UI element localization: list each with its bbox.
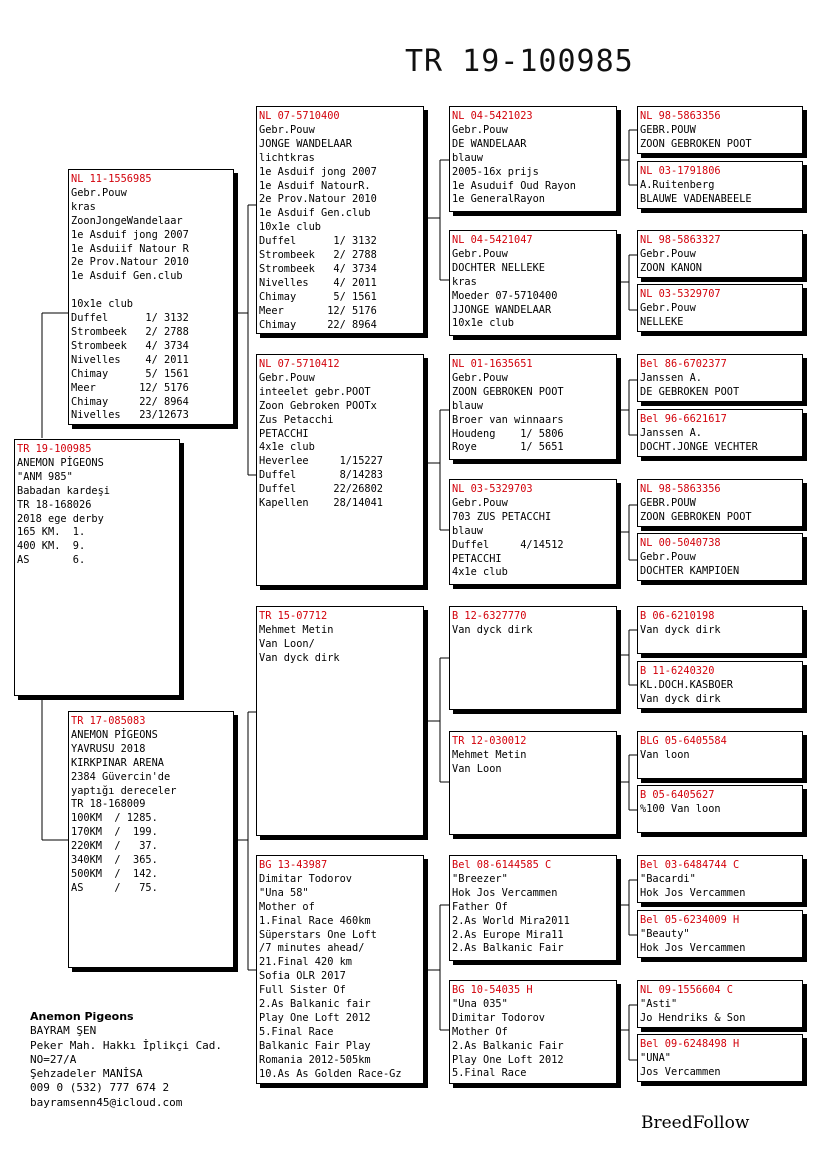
card-line: 4x1e club	[452, 566, 508, 579]
great-grandparent-card[interactable]	[637, 910, 803, 958]
ring-number: TR 17-085083	[71, 715, 146, 727]
dsd-card[interactable]	[449, 731, 617, 835]
card-line: Dimitar Todorov	[259, 872, 352, 885]
great-grandparent-card[interactable]	[637, 479, 803, 527]
card-line: 5.Final Race	[259, 1025, 334, 1038]
card-line: 2e Prov.Natour 2010	[259, 193, 377, 206]
owner-address: Peker Mah. Hakkı İplikçi Cad.	[30, 1038, 223, 1052]
great-grandparent-card[interactable]	[637, 409, 803, 457]
card-line: 1e Asuduif Oud Rayon	[452, 179, 576, 192]
card-line: Meer 12/ 5176	[259, 304, 377, 317]
card-line: Duffel 1/ 3132	[71, 312, 189, 325]
card-line: Van dyck dirk	[259, 651, 340, 664]
card-line: 1.Final Race 460km	[259, 914, 371, 927]
ring-number: BLG 05-6405584	[640, 735, 727, 747]
card-line: Hok Jos Vercammen	[640, 941, 746, 954]
pedigree-title: TR 19-100985	[405, 44, 634, 79]
ring-number: TR 19-100985	[17, 443, 92, 455]
card-line: GEBR.POUW	[640, 496, 696, 509]
card-line: Janssen A.	[640, 371, 702, 384]
card-line: 2018 ege derby	[17, 512, 104, 525]
card-line: yaptığı dereceler	[71, 784, 177, 797]
ring-number: B 12-6327770	[452, 610, 527, 622]
card-line: GEBR.POUW	[640, 123, 696, 136]
great-grandparent-card[interactable]	[637, 785, 803, 833]
card-line: 1e GeneralRayon	[452, 193, 545, 206]
card-line: 1e Asduif jong 2007	[259, 165, 377, 178]
dam-sire-card[interactable]	[256, 606, 424, 836]
sire-dam-card[interactable]	[256, 354, 424, 586]
ring-number: BG 13-43987	[259, 859, 328, 871]
card-line: TR 18-168009	[71, 798, 146, 811]
card-line: Duffel 8/14283	[259, 469, 383, 482]
card-line: 400 KM. 9.	[17, 540, 86, 553]
card-line: 2.As Balkanic fair	[259, 998, 371, 1011]
card-line: 10.As As Golden Race-Gz	[259, 1067, 402, 1080]
ring-number: NL 04-5421047	[452, 234, 533, 246]
card-line: inteelet gebr.POOT	[259, 385, 371, 398]
card-line: "Bacardi"	[640, 872, 696, 885]
owner-address: NO=27/A	[30, 1052, 77, 1066]
card-line: TR 18-168026	[17, 498, 92, 511]
card-line: Dimitar Todorov	[452, 1011, 545, 1024]
card-line: Janssen A.	[640, 426, 702, 439]
card-line: A.Ruitenberg	[640, 178, 715, 191]
card-line: Nivelles 4/ 2011	[71, 353, 189, 366]
card-line: 220KM / 37.	[71, 840, 158, 853]
great-grandparent-card[interactable]	[637, 731, 803, 779]
owner-line: BAYRAM ŞEN	[30, 1024, 97, 1038]
sire-sire-card[interactable]	[256, 106, 424, 334]
card-line: Gebr.Pouw	[640, 550, 696, 563]
card-line: Van dyck dirk	[640, 623, 721, 636]
card-line: "ANM 985"	[17, 470, 73, 483]
card-line: Kapellen 28/14041	[259, 497, 383, 510]
card-line: 2384 Güvercin'de	[71, 770, 171, 783]
card-line: 2.As Balkanic Fair	[452, 942, 564, 955]
ring-number: NL 04-5421023	[452, 110, 533, 122]
ring-number: NL 00-5040738	[640, 537, 721, 549]
card-line: ANEMON PİGEONS	[71, 728, 158, 741]
card-line: Chimay 22/ 8964	[259, 318, 377, 331]
great-grandparent-card[interactable]	[637, 661, 803, 709]
great-grandparent-card[interactable]	[637, 284, 803, 332]
ring-number: NL 98-5863327	[640, 234, 721, 246]
card-line: Mehmet Metin	[259, 623, 334, 636]
ddd-card[interactable]	[449, 980, 617, 1084]
card-line: ZOON GEBROKEN POOT	[640, 137, 752, 150]
card-line: Houdeng 1/ 5806	[452, 427, 564, 440]
card-line: 2.As World Mira2011	[452, 914, 570, 927]
card-line: Van dyck dirk	[452, 623, 533, 636]
great-grandparent-card[interactable]	[637, 161, 803, 209]
owner-email[interactable]: bayramsenn45@icloud.com	[30, 1095, 183, 1109]
card-line: Babadan kardeşi	[17, 484, 110, 497]
card-line: Süperstars One Loft	[259, 928, 377, 941]
card-line: DOCHTER KAMPIOEN	[640, 564, 740, 577]
owner-phone: 009 0 (532) 777 674 2	[30, 1081, 170, 1095]
card-line: JJONGE WANDELAAR	[452, 303, 552, 316]
card-line: 2005-16x prijs	[452, 165, 539, 178]
card-line: Meer 12/ 5176	[71, 381, 189, 394]
card-line: Strombeek 2/ 2788	[71, 325, 189, 338]
card-line: Van loon	[640, 748, 690, 761]
ring-number: Bel 08-6144585 C	[452, 859, 552, 871]
great-grandparent-card[interactable]	[637, 606, 803, 654]
card-line: NELLEKE	[640, 315, 684, 328]
ring-number: B 06-6210198	[640, 610, 715, 622]
card-line: "UNA"	[640, 1051, 671, 1064]
card-line: Jo Hendriks & Son	[640, 1011, 746, 1024]
card-line: ZOON GEBROKEN POOT	[640, 510, 752, 523]
card-line: 100KM / 1285.	[71, 812, 158, 825]
owner-name: Anemon Pigeons	[30, 1010, 134, 1023]
card-line: "Beauty"	[640, 927, 690, 940]
ring-number: Bel 09-6248498 H	[640, 1038, 740, 1050]
owner-info	[30, 1010, 222, 1110]
card-line: 10x1e club	[71, 298, 133, 311]
ring-number: NL 98-5863356	[640, 483, 721, 495]
card-line: 1e Asduif NatourR.	[259, 179, 371, 192]
card-line: Broer van winnaars	[452, 413, 564, 426]
card-line: 170KM / 199.	[71, 826, 158, 839]
owner-address: Şehzadeler MANİSA	[30, 1067, 143, 1081]
card-line: blauw	[452, 524, 483, 537]
ring-number: BG 10-54035 H	[452, 984, 533, 996]
card-line: 165 KM. 1.	[17, 526, 86, 539]
card-line: AS 6.	[17, 554, 86, 567]
card-line: DE WANDELAAR	[452, 137, 527, 150]
ring-number: NL 09-1556604 C	[640, 984, 733, 996]
card-line: kras	[71, 200, 96, 213]
ring-number: NL 03-5329703	[452, 483, 533, 495]
card-line: Zus Petacchi	[259, 413, 334, 426]
card-line: Van dyck dirk	[640, 692, 721, 705]
card-line: Balkanic Fair Play	[259, 1039, 371, 1052]
card-line: 2.As Europe Mira11	[452, 928, 564, 941]
card-line: Father Of	[452, 900, 508, 913]
ring-number: B 05-6405627	[640, 789, 715, 801]
dds-card[interactable]	[449, 855, 617, 961]
card-line: 10x1e club	[259, 221, 321, 234]
card-line: 1e Asduiif Natour R	[71, 242, 189, 255]
card-line: Gebr.Pouw	[452, 371, 508, 384]
card-line: Nivelles 23/12673	[71, 409, 189, 422]
card-line: lichtkras	[259, 151, 315, 164]
card-line: Duffel 1/ 3132	[259, 235, 377, 248]
great-grandparent-card[interactable]	[637, 855, 803, 903]
card-line: KL.DOCH.KASBOER	[640, 678, 733, 691]
card-line: YAVRUSU 2018	[71, 742, 146, 755]
card-line: Hok Jos Vercammen	[452, 886, 558, 899]
card-line: Gebr.Pouw	[452, 247, 508, 260]
ssd-card[interactable]	[449, 230, 617, 336]
card-line: "Asti"	[640, 997, 678, 1010]
card-line: Chimay 5/ 1561	[259, 290, 377, 303]
ring-number: B 11-6240320	[640, 665, 715, 677]
card-line: Strombeek 4/ 3734	[71, 339, 189, 352]
card-line: BLAUWE VADENABEELE	[640, 192, 752, 205]
sire-card[interactable]	[68, 169, 234, 425]
card-line: 340KM / 365.	[71, 854, 158, 867]
card-line: 5.Final Race	[452, 1067, 527, 1080]
ring-number: TR 12-030012	[452, 735, 527, 747]
sss-card[interactable]	[449, 106, 617, 212]
card-line: KIRKPINAR ARENA	[71, 756, 164, 769]
card-line: AS / 75.	[71, 881, 158, 894]
card-line: Gebr.Pouw	[259, 371, 315, 384]
card-line: Mother Of	[452, 1025, 508, 1038]
card-line: 2e Prov.Natour 2010	[71, 256, 189, 269]
great-grandparent-card[interactable]	[637, 106, 803, 154]
great-grandparent-card[interactable]	[637, 980, 803, 1028]
card-line: Gebr.Pouw	[259, 123, 315, 136]
card-line: 1e Asduif jong 2007	[71, 228, 189, 241]
card-line: 21.Final 420 km	[259, 956, 352, 969]
ring-number: NL 11-1556985	[71, 173, 152, 185]
card-line: Roye 1/ 5651	[452, 441, 564, 454]
card-line: Duffel 4/14512	[452, 538, 564, 551]
card-line: Nivelles 4/ 2011	[259, 276, 377, 289]
card-line: 4x1e club	[259, 441, 315, 454]
card-line: 10x1e club	[452, 317, 514, 330]
card-line: Gebr.Pouw	[640, 247, 696, 260]
card-line: %100 Van loon	[640, 802, 721, 815]
dam-dam-card[interactable]	[256, 855, 424, 1084]
dss-card[interactable]	[449, 606, 617, 710]
card-line: Play One Loft 2012	[259, 1011, 371, 1024]
card-line: Gebr.Pouw	[452, 123, 508, 136]
ring-number: NL 07-5710400	[259, 110, 340, 122]
card-line: "Una 035"	[452, 997, 508, 1010]
ring-number: Bel 03-6484744 C	[640, 859, 740, 871]
card-line: PETACCHI	[452, 552, 502, 565]
card-line: Gebr.Pouw	[71, 186, 127, 199]
card-line: Strombeek 4/ 3734	[259, 262, 377, 275]
card-line: Chimay 5/ 1561	[71, 367, 189, 380]
card-line: PETACCHI	[259, 427, 309, 440]
card-line: blauw	[452, 151, 483, 164]
card-line: Gebr.Pouw	[640, 301, 696, 314]
ring-number: Bel 96-6621617	[640, 413, 727, 425]
card-line: Chimay 22/ 8964	[71, 395, 189, 408]
card-line: ZOON KANON	[640, 261, 702, 274]
great-grandparent-card[interactable]	[637, 533, 803, 581]
card-line: ANEMON PİGEONS	[17, 456, 104, 469]
card-line: kras	[452, 275, 477, 288]
dam-card[interactable]	[68, 711, 234, 968]
card-line: Heverlee 1/15227	[259, 455, 383, 468]
ring-number: NL 01-1635651	[452, 358, 533, 370]
card-line: Hok Jos Vercammen	[640, 886, 746, 899]
card-line: Van Loon	[452, 762, 502, 775]
card-line: Zoon Gebroken POOTx	[259, 399, 377, 412]
ring-number: Bel 05-6234009 H	[640, 914, 740, 926]
card-line: 1e Asduif Gen.club	[71, 270, 183, 283]
card-line: ZoonJongeWandelaar	[71, 214, 183, 227]
card-line: Mother of	[259, 900, 315, 913]
card-line: ZOON GEBROKEN POOT	[452, 385, 564, 398]
card-line: "Una 58"	[259, 886, 309, 899]
great-grandparent-card[interactable]	[637, 1034, 803, 1082]
subject-bird-card[interactable]	[14, 439, 180, 696]
card-line: DOCHTER NELLEKE	[452, 261, 545, 274]
card-line: Play One Loft 2012	[452, 1053, 564, 1066]
card-line: Jos Vercammen	[640, 1065, 721, 1078]
card-line: Mehmet Metin	[452, 748, 527, 761]
great-grandparent-card[interactable]	[637, 230, 803, 278]
card-line: Strombeek 2/ 2788	[259, 249, 377, 262]
card-line: DOCHT.JONGE VECHTER	[640, 440, 758, 453]
sdd-card[interactable]	[449, 479, 617, 585]
card-line: Van Loon/	[259, 637, 315, 650]
card-line: 500KM / 142.	[71, 867, 158, 880]
ring-number: Bel 86-6702377	[640, 358, 727, 370]
card-line: Full Sister Of	[259, 984, 346, 997]
card-line	[71, 284, 231, 298]
ring-number: NL 07-5710412	[259, 358, 340, 370]
card-line: 703 ZUS PETACCHI	[452, 510, 552, 523]
card-line: 2.As Balkanic Fair	[452, 1039, 564, 1052]
ring-number: NL 98-5863356	[640, 110, 721, 122]
card-line: blauw	[452, 399, 483, 412]
card-line: Sofia OLR 2017	[259, 970, 346, 983]
card-line: 1e Asduif Gen.club	[259, 207, 371, 220]
card-line: Romania 2012-505km	[259, 1053, 371, 1066]
sds-card[interactable]	[449, 354, 617, 460]
card-line: Duffel 22/26802	[259, 483, 383, 496]
card-line: "Breezer"	[452, 872, 508, 885]
card-line: DE GEBROKEN POOT	[640, 385, 740, 398]
card-line: Gebr.Pouw	[452, 496, 508, 509]
card-line: JONGE WANDELAAR	[259, 137, 352, 150]
ring-number: NL 03-5329707	[640, 288, 721, 300]
card-line: Moeder 07-5710400	[452, 289, 558, 302]
great-grandparent-card[interactable]	[637, 354, 803, 402]
ring-number: TR 15-07712	[259, 610, 328, 622]
brand-logo: BreedFollow	[641, 1113, 750, 1133]
card-line: /7 minutes ahead/	[259, 942, 365, 955]
ring-number: NL 03-1791806	[640, 165, 721, 177]
